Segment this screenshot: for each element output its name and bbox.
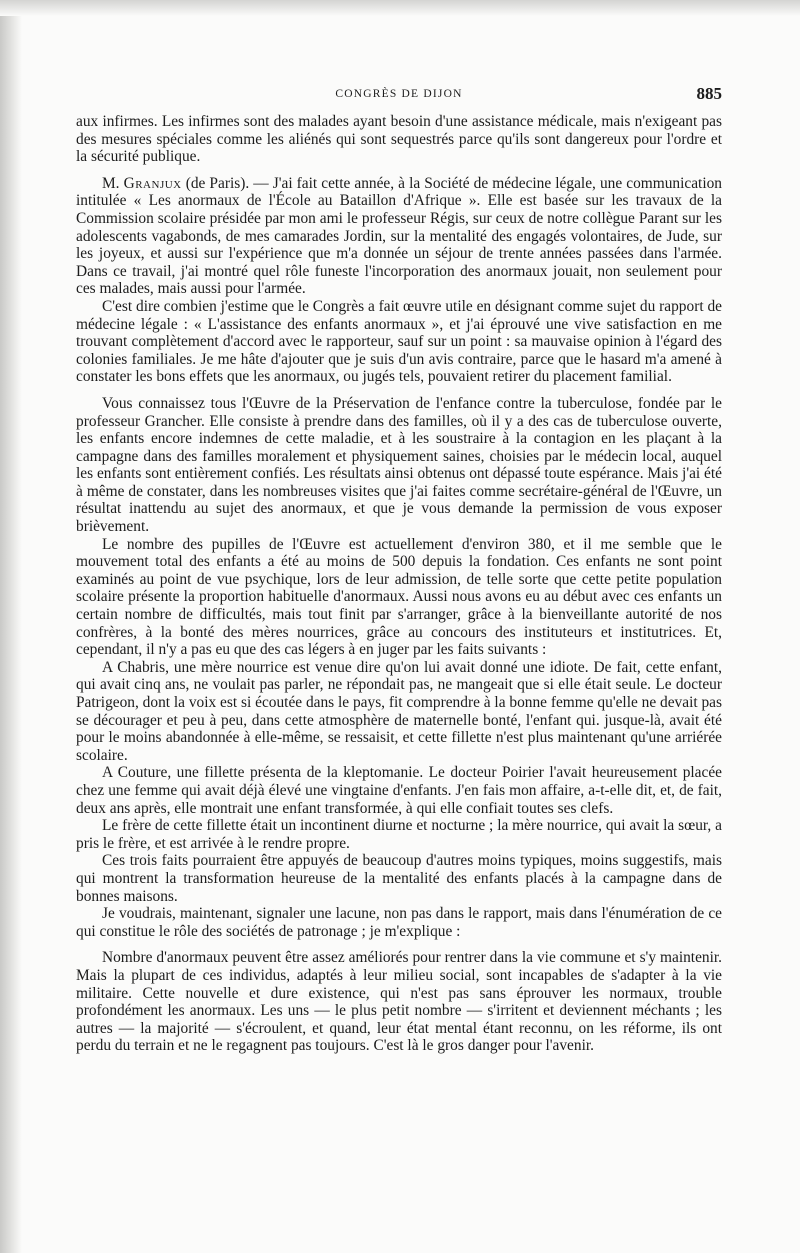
page-number: 885 xyxy=(696,84,722,103)
paragraph: A Couture, une fillette présenta de la kleptomanie. Le docteur Poirier l'avait heureusement placée chez une femme qui avait déjà élevé une vingtaine d'enfants. J'en fais mon affaire, a-t-elle dit, et, de fait, deux ans après, elle montrait une enfant transformée, à qui elle confiait toutes ses clefs. xyxy=(76,764,722,817)
speaker-name: Granjux xyxy=(123,174,182,192)
scan-top-shadow xyxy=(0,0,800,16)
body-text xyxy=(76,113,722,1055)
scan-left-shadow xyxy=(0,0,22,1253)
paragraph: Le frère de cette fillette était un incontinent diurne et nocturne ; la mère nourrice, qui avait la sœur, a pris le frère, et est arrivée à le rendre propre. xyxy=(76,817,722,852)
speaker-text: (de Paris). — J'ai fait cette année, à la Société de médecine légale, une communication intitulée « Les anormaux de l'École au Bataillon d'Afrique ». Elle est basée sur les travaux de la Commission scolaire présidée par mon ami le professeur Régis, sur ceux de notre collègue Parant sur les adolescents vagabonds, de mes camarades Jordin, sur la mentalité des engagés volontaires, de Jude, sur les joyeux, et aussi sur l'expérience que m'a donnée un séjour de trente années passées dans l'armée. Dans ce travail, j'ai montré quel rôle funeste l'incorporation des anormaux jouait, non seulement pour ces malades, mais aussi pour l'armée. xyxy=(76,174,722,298)
paragraph: Ces trois faits pourraient être appuyés de beaucoup d'autres moins typiques, moins suggestifs, mais qui montrent la transformation heureuse de la mentalité des enfants placés à la campagne dans de bonnes maisons. xyxy=(76,852,722,905)
paragraph-continued: aux infirmes. Les infirmes sont des malades ayant besoin d'une assistance médicale, mais n'exigeant pas des mesures spéciales comme les aliénés qui sont sequestrés parce qu'ils sont dangereux pour l'ordre et la sécurité publique. xyxy=(76,113,722,166)
paragraph: A Chabris, une mère nourrice est venue dire qu'on lui avait donné une idiote. De fait, cette enfant, qui avait cinq ans, ne voulait pas parler, ne répondait pas, ne mangeait que si elle était seule. Le docteur Patrigeon, dont la voix est si écoutée dans le pays, fit comprendre à la bonne femme qu'elle ne devait pas se décourager et peu à peu, dans cette atmosphère de maternelle bonté, l'enfant qui. jusque-là, avait été pour le moins abandonnée à elle-même, se ressaisit, et cette fillette n'est plus maintenant qu'une arriérée scolaire. xyxy=(76,658,722,764)
paragraph: C'est dire combien j'estime que le Congrès a fait œuvre utile en désignant comme sujet du rapport de médecine légale : « L'assistance des enfants anormaux », et j'ai éprouvé une vive satisfaction en me trouvant complètement d'accord avec le rapporteur, sauf sur un point : sa mauvaise opinion à l'égard des colonies familiales. Je me hâte d'ajouter que je suis d'un avis contraire, parce que le hasard m'a amené à constater les bons effets que les anormaux, ou jugés tels, pouvaient retirer du placement familial. xyxy=(76,297,722,386)
paragraph: Vous connaissez tous l'Œuvre de la Préservation de l'enfance contre la tuberculose, fondée par le professeur Grancher. Elle consiste à prendre dans des familles, où il y a des cas de tuberculose ouverte, les enfants encore indemnes de cette maladie, et à les soustraire à la contagion en les plaçant à la campagne dans des familles moralement et physiquement saines, choisies par le médecin local, auquel les enfants sont entièrement confiés. Les résultats ainsi obtenus ont dépassé toute espérance. Mais j'ai été à même de constater, dans les nombreuses visites que j'ai faites comme secrétaire-général de l'Œuvre, un résultat inattendu au sujet des anormaux, et que je vous demande la permission de vous exposer brièvement. xyxy=(76,394,722,536)
paragraph: Je voudrais, maintenant, signaler une lacune, non pas dans le rapport, mais dans l'énumération de ce qui constitue le rôle des sociétés de patronage ; je m'explique : xyxy=(76,905,722,940)
paragraph: Le nombre des pupilles de l'Œuvre est actuellement d'environ 380, et il me semble que le mouvement total des enfants a été au moins de 500 depuis la fondation. Ces enfants ne sont point examinés au point de vue psychique, lors de leur admission, de telle sorte que cette petite population scolaire présente la proportion habituelle d'anormaux. Aussi nous avons eu au début avec ces enfants un certain nombre de difficultés, mais tout finit par s'arranger, grâce à la bienveillante autorité de nos confrères, à la bonté des mères nourrices, grâce au concours des instituteurs et institutrices. Et, cependant, il n'y a pas eu que des cas légers à en juger par les faits suivants : xyxy=(76,535,722,659)
page-header xyxy=(76,84,722,108)
paragraph: Nombre d'anormaux peuvent être assez améliorés pour rentrer dans la vie commune et s'y maintenir. Mais la plupart de ces individus, adaptés à leur milieu social, sont incapables de s'adapter à la vie militaire. Cette nouvelle et dure existence, qui n'est pas sans éprouver les normaux, trouble profondément les anormaux. Les uns — le plus petit nombre — s'irritent et deviennent méchants ; les autres — la majorité — s'écroulent, et quand, leur état mental étant reconnu, on les réforme, ils ont perdu du terrain et ne le regagnent pas toujours. C'est là le gros danger pour l'avenir. xyxy=(76,949,722,1055)
speaker-prefix: M. xyxy=(102,174,124,192)
running-head: CONGRÈS DE DIJON xyxy=(335,88,463,100)
paragraph-speaker-granjux xyxy=(76,175,722,298)
